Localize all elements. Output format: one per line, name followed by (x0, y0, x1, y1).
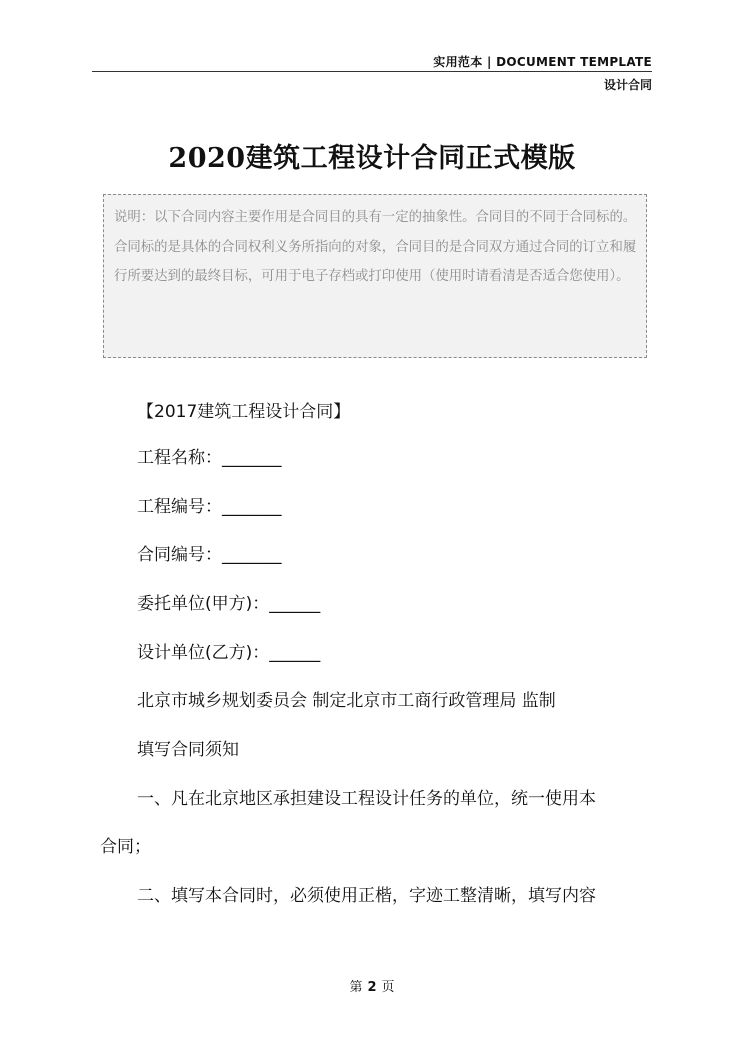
header-category: 设计合同 (603, 78, 652, 92)
note-box: 说明：以下合同内容主要作用是合同目的具有一定的抽象性。合同目的不同于合同标的。合同标的是具体的合同权利义务所指向的对象，合同目的是合同双方通过合同的订立和履行所要达到的最终目标，可用于电子存档或打印使用（使用时请看清是否适合您使用）。 (103, 194, 647, 358)
contract-number-field: 合同编号：_______ (137, 545, 282, 565)
project-number-field: 工程编号：_______ (137, 497, 282, 517)
authority-line: 北京市城乡规划委员会 制定北京市工商行政管理局 监制 (137, 691, 556, 711)
project-name-field: 工程名称：_______ (137, 448, 282, 468)
notice-heading: 填写合同须知 (137, 740, 239, 760)
header-divider (92, 71, 652, 72)
page-prefix: 第 (349, 980, 363, 995)
document-title: 2020建筑工程设计合同正式模版 (168, 143, 576, 174)
notice-item-2: 二、填写本合同时，必须使用正楷，字迹工整清晰，填写内容 (137, 886, 596, 906)
page-number: 2 (367, 980, 377, 995)
header-tag: 实用范本 | DOCUMENT TEMPLATE (433, 55, 652, 69)
client-field: 委托单位(甲方)：______ (137, 594, 321, 614)
page-footer (0, 976, 744, 995)
page-suffix: 页 (381, 980, 395, 995)
contract-heading: 【2017建筑工程设计合同】 (137, 402, 351, 422)
designer-field: 设计单位(乙方)：______ (137, 643, 321, 663)
notice-item-1-continued: 合同； (100, 837, 151, 857)
notice-item-1: 一、凡在北京地区承担建设工程设计任务的单位，统一使用本 (137, 789, 596, 809)
